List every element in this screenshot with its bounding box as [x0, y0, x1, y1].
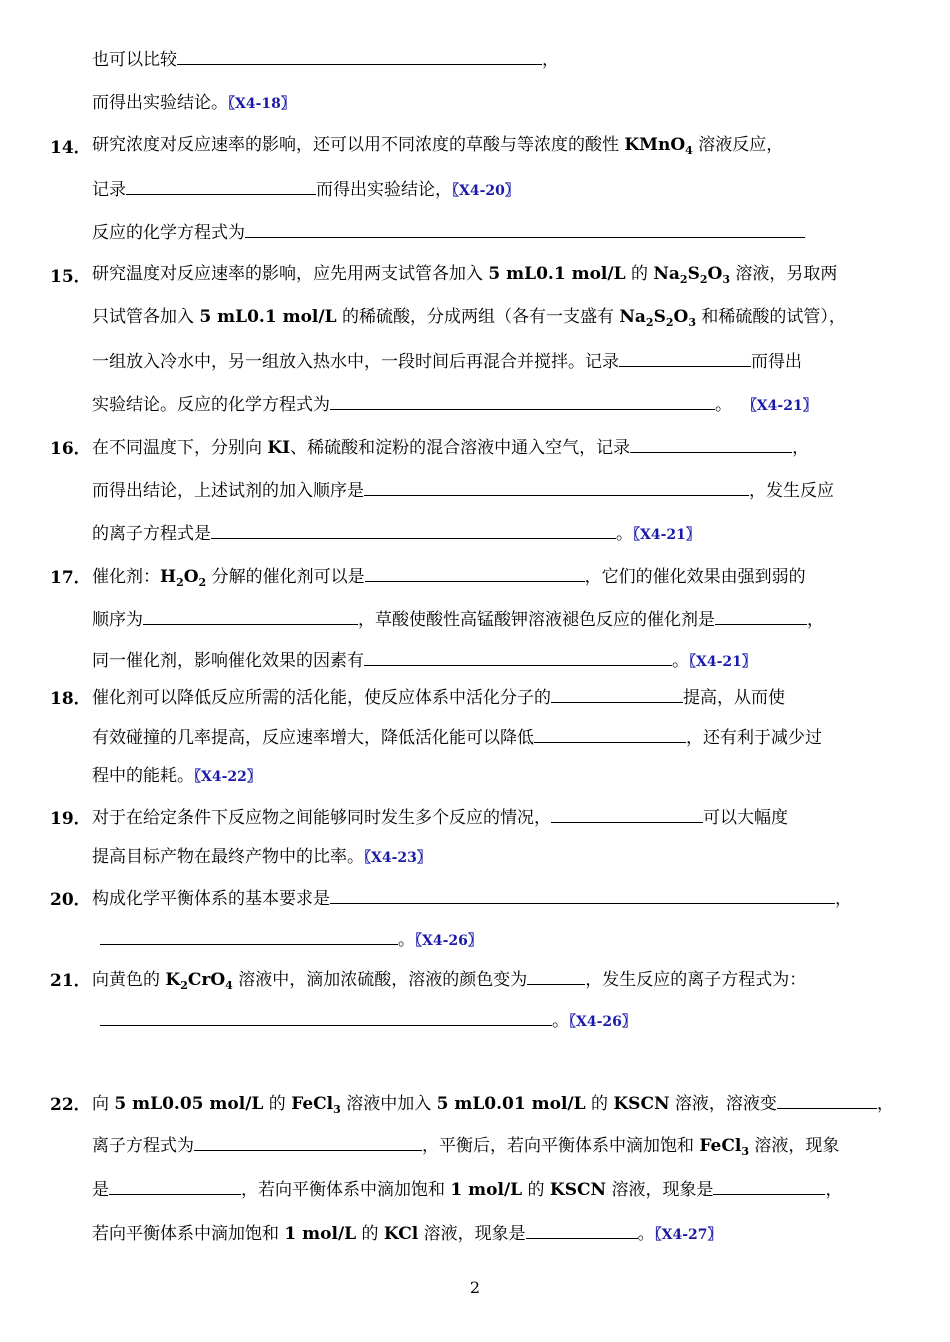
- question-16-line-1: 在不同温度下，分别向 KI、稀硫酸和淀粉的混合溶液中通入空气，记录 ，: [92, 434, 809, 458]
- answer-blank[interactable]: [365, 563, 585, 582]
- question-number: 14．: [50, 138, 91, 158]
- question-number: 16．: [50, 439, 91, 459]
- answer-blank[interactable]: [534, 724, 686, 743]
- answer-blank[interactable]: [194, 1132, 422, 1151]
- reference-tag: 〖X4-21〗: [742, 398, 817, 414]
- answer-blank[interactable]: [715, 606, 807, 625]
- answer-blank[interactable]: [211, 520, 616, 539]
- question-15-line-4: 实验结论。反应的化学方程式为 。 〖X4-21〗: [92, 391, 817, 415]
- question-17-line-1: 催化剂：$H_2O_2$ 分解的催化剂可以是 ，它们的催化效果由强到弱的: [92, 563, 806, 587]
- answer-blank[interactable]: [526, 1220, 638, 1239]
- question-number: 19．: [50, 809, 91, 829]
- question-number: 18．: [50, 689, 91, 709]
- answer-blank[interactable]: [527, 966, 585, 985]
- question-22-line-3: 是 ，若向平衡体系中滴加饱和 1 mol/L 的 KSCN 溶液，现象是 ，: [92, 1176, 842, 1200]
- question-number: 22．: [50, 1095, 91, 1115]
- answer-blank[interactable]: [551, 804, 703, 823]
- question-22-line-4: 若向平衡体系中滴加饱和 1 mol/L 的 KCl 溶液，现象是 。〖X4-27〗: [92, 1220, 722, 1244]
- question-14-line-3: 反应的化学方程式为: [92, 219, 805, 243]
- question-21-line-1: 向黄色的 $K_2CrO_4$ 溶液中，滴加浓硫酸，溶液的颜色变为 ，发生反应的离子方程式为：: [92, 966, 806, 990]
- question-15-line-3: 一组放入冷水中，另一组放入热水中，一段时间后再混合并搅拌。记录 而得出: [92, 348, 802, 372]
- page-number: 2: [469, 1278, 481, 1297]
- answer-blank[interactable]: [100, 1007, 552, 1026]
- question-14-line-2: 记录 而得出实验结论，〖X4-20〗: [92, 176, 519, 200]
- answer-blank[interactable]: [330, 391, 715, 410]
- reference-tag: 〖X4-22〗: [194, 769, 261, 785]
- reference-tag: 〖X4-18〗: [228, 96, 295, 112]
- question-18-line-1: 催化剂可以降低反应所需的活化能，使反应体系中活化分子的 提高，从而使: [92, 684, 785, 708]
- answer-blank[interactable]: [177, 46, 542, 65]
- answer-blank[interactable]: [630, 434, 792, 453]
- question-22-line-1: 向 5 mL0.05 mol/L 的 FeCl$_3$ 溶液中加入 5 mL0.01 mol/L 的 KSCN 溶液，溶液变 ，: [92, 1090, 894, 1114]
- answer-blank[interactable]: [109, 1176, 241, 1195]
- question-22-line-2: 离子方程式为 ，平衡后，若向平衡体系中滴加饱和 FeCl$_3$ 溶液，现象: [92, 1132, 839, 1156]
- reference-tag: 〖X4-23〗: [364, 850, 431, 866]
- answer-blank[interactable]: [100, 926, 398, 945]
- reference-tag: 〖X4-27〗: [654, 1227, 722, 1243]
- text-line: 也可以比较 ，: [92, 46, 559, 70]
- text-line: 而得出实验结论。〖X4-18〗: [92, 93, 295, 113]
- reference-tag: 〖X4-20〗: [452, 183, 519, 199]
- answer-blank[interactable]: [143, 606, 358, 625]
- answer-blank[interactable]: [364, 647, 672, 666]
- question-17-line-2: 顺序为 ，草酸使酸性高锰酸钾溶液褪色反应的催化剂是 ，: [92, 606, 824, 630]
- answer-blank[interactable]: [330, 885, 835, 904]
- question-20-line-2: 。〖X4-26〗: [100, 926, 482, 950]
- question-14-line-1: 研究浓度对反应速率的影响，还可以用不同浓度的草酸与等浓度的酸性 KMnO$_4$ 溶液反应，: [92, 135, 784, 157]
- answer-blank[interactable]: [713, 1176, 825, 1195]
- question-number: 20．: [50, 890, 91, 910]
- answer-blank[interactable]: [364, 477, 749, 496]
- reference-tag: 〖X4-26〗: [569, 1014, 636, 1030]
- reference-tag: 〖X4-21〗: [633, 527, 700, 543]
- question-18-line-2: 有效碰撞的几率提高，反应速率增大，降低活化能可以降低 ，还有利于减少过: [92, 724, 822, 748]
- question-18-line-3: 程中的能耗。〖X4-22〗: [92, 766, 261, 786]
- question-19-line-2: 提高目标产物在最终产物中的比率。〖X4-23〗: [92, 847, 431, 867]
- question-15-line-2: 只试管各加入 5 mL0.1 mol/L 的稀硫酸，分成两组（各有一支盛有 $Na_2S_2O_3$ 和稀硫酸的试管），: [92, 307, 846, 329]
- question-number: 17．: [50, 568, 91, 588]
- answer-blank[interactable]: [126, 176, 316, 195]
- answer-blank[interactable]: [245, 219, 805, 238]
- question-number: 21．: [50, 971, 91, 991]
- question-15-line-1: 研究温度对反应速率的影响，应先用两支试管各加入 5 mL0.1 mol/L 的 $Na_2S_2O_3$ 溶液，另取两: [92, 264, 838, 286]
- answer-blank[interactable]: [619, 348, 751, 367]
- question-16-line-3: 的离子方程式是 。〖X4-21〗: [92, 520, 700, 544]
- question-19-line-1: 对于在给定条件下反应物之间能够同时发生多个反应的情况， 可以大幅度: [92, 804, 788, 828]
- question-17-line-3: 同一催化剂，影响催化效果的因素有 。〖X4-21〗: [92, 647, 756, 671]
- answer-blank[interactable]: [551, 684, 683, 703]
- question-16-line-2: 而得出结论，上述试剂的加入顺序是 ，发生反应: [92, 477, 834, 501]
- reference-tag: 〖X4-21〗: [689, 654, 756, 670]
- answer-blank[interactable]: [777, 1090, 877, 1109]
- question-20-line-1: 构成化学平衡体系的基本要求是 ，: [92, 885, 852, 909]
- reference-tag: 〖X4-26〗: [415, 933, 482, 949]
- question-number: 15．: [50, 267, 91, 287]
- question-21-line-2: 。〖X4-26〗: [100, 1007, 636, 1031]
